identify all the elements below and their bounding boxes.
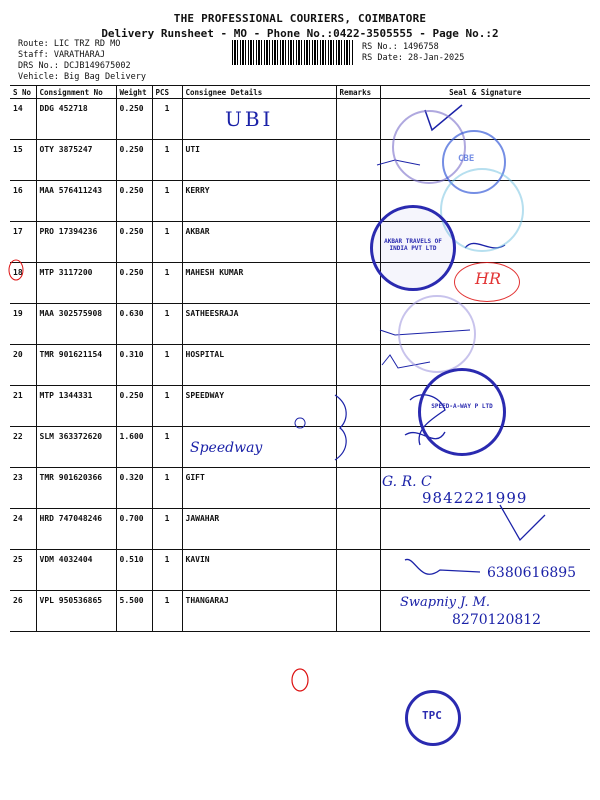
row-consignment: MTP 3117200 — [36, 263, 116, 304]
row-consignee: KERRY — [182, 181, 336, 222]
row-consignee: THANGARAJ — [182, 591, 336, 632]
row-consignee: HOSPITAL — [182, 345, 336, 386]
small-loop — [295, 418, 305, 428]
row-sno: 19 — [10, 304, 36, 345]
row-consignment: DDG 452718 — [36, 99, 116, 140]
col-remarks: Remarks — [336, 86, 380, 99]
row-weight: 0.250 — [116, 99, 152, 140]
row-pcs: 1 — [152, 550, 182, 591]
row-consignee: JAWAHAR — [182, 509, 336, 550]
company-title: THE PROFESSIONAL COURIERS, COIMBATORE — [173, 12, 427, 25]
faint-seal-2 — [398, 295, 476, 373]
speedway-stamp — [418, 368, 506, 456]
row-weight: 0.630 — [116, 304, 152, 345]
speedway-stamp-text: SPEED-A-WAY P LTD — [431, 403, 493, 410]
tick-mark-2 — [500, 505, 545, 540]
row-consignment: VDM 4032404 — [36, 550, 116, 591]
handwritten-kavin-phone: 6380616895 — [487, 565, 577, 581]
vehicle-label: Vehicle: Big Bag Delivery — [18, 72, 146, 82]
staff-label: Staff: VARATHARAJ — [18, 50, 105, 60]
row-pcs: 1 — [152, 140, 182, 181]
row-consignee: SPEEDWAY — [182, 386, 336, 427]
row-consignment: OTY 3875247 — [36, 140, 116, 181]
row-pcs: 1 — [152, 181, 182, 222]
row-pcs: 1 — [152, 386, 182, 427]
row-sno: 18 — [10, 263, 36, 304]
row-weight: 0.510 — [116, 550, 152, 591]
hr-red-oval — [454, 262, 520, 302]
row-consignment: MAA 302575908 — [36, 304, 116, 345]
row-weight: 0.250 — [116, 140, 152, 181]
row-sno: 15 — [10, 140, 36, 181]
bracket-mark — [335, 395, 346, 460]
row-consignment: TMR 901620366 — [36, 468, 116, 509]
rs-date: RS Date: 28-Jan-2025 — [362, 53, 465, 63]
row-consignment: VPL 950536865 — [36, 591, 116, 632]
tpc-stamp — [405, 690, 461, 746]
row-consignee: SATHEESRAJA — [182, 304, 336, 345]
handwritten-hr: HR — [475, 269, 501, 288]
handwritten-gift-phone: 9842221999 — [422, 489, 528, 507]
cbe-seal-text: CBE — [458, 154, 475, 164]
row-weight: 0.250 — [116, 386, 152, 427]
row-consignee: MAHESH KUMAR — [182, 263, 336, 304]
row-sno: 23 — [10, 468, 36, 509]
col-pcs: PCS — [152, 86, 182, 99]
row-sno: 21 — [10, 386, 36, 427]
row-consignment: PRO 17394236 — [36, 222, 116, 263]
row-weight: 1.600 — [116, 427, 152, 468]
row-pcs: 1 — [152, 345, 182, 386]
row-sno: 17 — [10, 222, 36, 263]
row-weight: 0.320 — [116, 468, 152, 509]
col-weight: Weight — [116, 86, 152, 99]
row-consignee: GIFT — [182, 468, 336, 509]
row-sno: 22 — [10, 427, 36, 468]
row-consignment: TMR 901621154 — [36, 345, 116, 386]
col-seal: Seal & Signature — [380, 86, 590, 99]
akbar-stamp-text: AKBAR TRAVELS OF INDIA PVT LTD — [384, 238, 442, 252]
row-sno: 24 — [10, 509, 36, 550]
tpc-stamp-text: TPC — [422, 709, 442, 722]
row-pcs: 1 — [152, 222, 182, 263]
row-consignee: KAVIN — [182, 550, 336, 591]
row-sno: 26 — [10, 591, 36, 632]
handwritten-gift-signature: G. R. C — [382, 474, 432, 490]
row-sno: 14 — [10, 99, 36, 140]
col-consignment: Consignment No — [36, 86, 116, 99]
row-consignment: MAA 576411243 — [36, 181, 116, 222]
row-sno: 20 — [10, 345, 36, 386]
row-pcs: 1 — [152, 468, 182, 509]
row-consignee: AKBAR — [182, 222, 336, 263]
row-weight: 0.700 — [116, 509, 152, 550]
red-circle-mark-bottom — [292, 669, 308, 691]
row-weight: 0.310 — [116, 345, 152, 386]
row-weight: 0.250 — [116, 181, 152, 222]
signature-scribble-3 — [405, 559, 480, 574]
row-consignment: HRD 747048246 — [36, 509, 116, 550]
row-pcs: 1 — [152, 99, 182, 140]
handwritten-ubi: UBI — [225, 107, 274, 131]
row-weight: 0.250 — [116, 263, 152, 304]
row-weight: 0.250 — [116, 222, 152, 263]
row-pcs: 1 — [152, 591, 182, 632]
row-sno: 16 — [10, 181, 36, 222]
runsheet-subtitle: Delivery Runsheet - MO - Phone No.:0422-3505555 - Page No.:2 — [101, 27, 499, 40]
row-pcs: 1 — [152, 263, 182, 304]
row-pcs: 1 — [152, 427, 182, 468]
row-weight: 5.500 — [116, 591, 152, 632]
row-pcs: 1 — [152, 304, 182, 345]
handwritten-thangaraj-phone: 8270120812 — [452, 612, 542, 628]
rs-number: RS No.: 1496758 — [362, 42, 439, 52]
col-sno: S No — [10, 86, 36, 99]
row-sno: 25 — [10, 550, 36, 591]
red-circle-mark — [9, 260, 23, 280]
route-label: Route: LIC TRZ RD MO — [18, 39, 121, 49]
handwritten-speedway: Speedway — [190, 440, 263, 456]
row-consignment: MTP 1344331 — [36, 386, 116, 427]
row-consignment: SLM 363372620 — [36, 427, 116, 468]
drs-label: DRS No.: DCJB149675002 — [18, 61, 131, 71]
akbar-travels-stamp — [370, 205, 456, 291]
row-pcs: 1 — [152, 509, 182, 550]
handwritten-thangaraj-signature: Swapniy J. M. — [400, 595, 491, 610]
col-consignee: Consignee Details — [182, 86, 336, 99]
row-consignee: UTI — [182, 140, 336, 181]
